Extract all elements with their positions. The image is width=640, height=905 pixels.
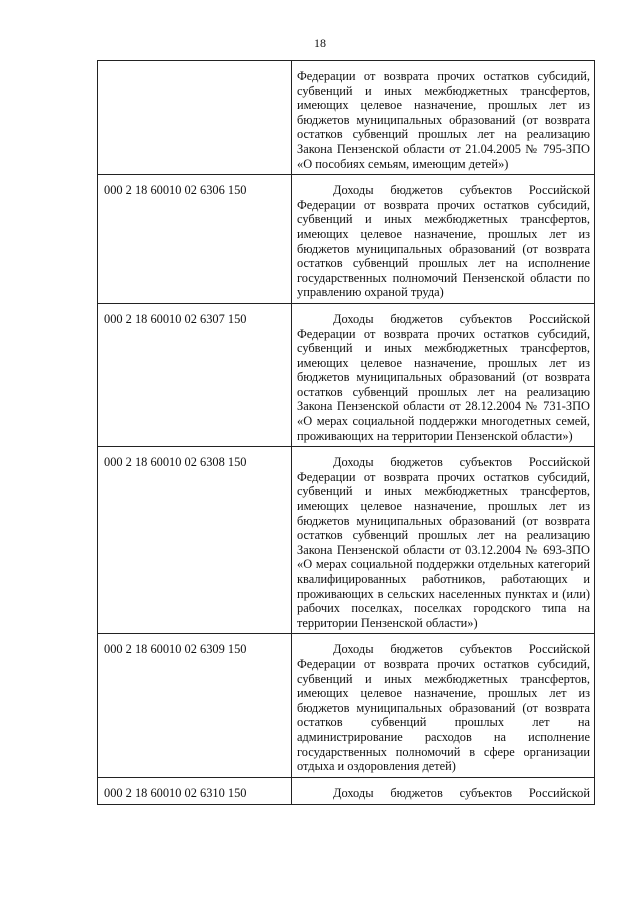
income-description-cell: [292, 61, 595, 175]
income-description: [297, 786, 590, 801]
description-line: Закона Пензенской области от 21.04.2005 № 795-ЗПО: [297, 141, 590, 156]
description-line: отдыха и оздоровления детей): [297, 759, 456, 774]
income-description: [297, 455, 590, 630]
description-line: бюджетов муниципальных образований (от возврата: [297, 700, 590, 715]
income-description-cell: [292, 447, 595, 634]
income-code-cell: [98, 61, 292, 175]
description-line: бюджетов муниципальных образований (от возврата: [297, 370, 590, 385]
description-line: остатков субвенций прошлых лет на реализацию: [297, 384, 590, 399]
description-line: имеющих целевое назначение, прошлых лет из: [297, 98, 590, 113]
description-line: территории Пензенской области»): [297, 615, 478, 630]
description-line: администрирование расходов на исполнение: [297, 729, 590, 744]
description-line: остатков субвенций прошлых лет на реализацию: [297, 127, 590, 142]
income-code-cell: 000 2 18 60010 02 6307 150: [98, 303, 292, 446]
description-line: государственных полномочий Пензенской области по: [297, 270, 590, 285]
table-body: [98, 61, 595, 805]
table-row: [98, 634, 595, 777]
description-line: имеющих целевое назначение, прошлых лет из: [297, 355, 590, 370]
page-number: 18: [314, 36, 326, 50]
income-code-cell: 000 2 18 60010 02 6308 150: [98, 447, 292, 634]
description-line: остатков субвенций прошлых лет на: [297, 715, 590, 730]
income-description: [297, 183, 590, 300]
income-description-cell: [292, 175, 595, 304]
income-description: [297, 312, 590, 443]
description-line: субвенций и иных межбюджетных трансфертов,: [297, 83, 590, 98]
description-line: имеющих целевое назначение, прошлых лет из: [297, 226, 590, 241]
table-row: [98, 61, 595, 175]
description-line: субвенций и иных межбюджетных трансфертов,: [297, 212, 590, 227]
description-line: бюджетов муниципальных образований (от возврата: [297, 513, 590, 528]
description-line: субвенций и иных межбюджетных трансфертов,: [297, 341, 590, 356]
description-line: бюджетов муниципальных образований (от возврата: [297, 241, 590, 256]
description-line: рабочих поселках, поселках городского типа на: [297, 601, 590, 616]
income-code-cell: 000 2 18 60010 02 6306 150: [98, 175, 292, 304]
income-description: [297, 69, 590, 171]
description-line: государственных полномочий в сфере организации: [297, 744, 590, 759]
income-description-cell: [292, 303, 595, 446]
description-line: «О пособиях семьям, имеющим детей»): [297, 156, 509, 171]
description-line: Доходы бюджетов субъектов Российской: [333, 642, 590, 657]
income-description-cell: [292, 634, 595, 777]
description-line: «О мерах социальной поддержки отдельных категорий: [297, 557, 590, 572]
description-line: Федерации от возврата прочих остатков субсидий,: [297, 326, 590, 341]
description-line: Доходы бюджетов субъектов Российской: [333, 311, 590, 326]
description-line: Доходы бюджетов субъектов Российской: [333, 183, 590, 198]
description-line: Доходы бюджетов субъектов Российской: [333, 785, 590, 800]
table-row: [98, 303, 595, 446]
description-line: Доходы бюджетов субъектов Российской: [333, 455, 590, 470]
description-line: остатков субвенций прошлых лет на реализацию: [297, 528, 590, 543]
budget-classification-table: [97, 60, 595, 805]
description-line: Федерации от возврата прочих остатков субсидий,: [297, 197, 590, 212]
table-row: [98, 447, 595, 634]
table-row: [98, 175, 595, 304]
table-row: [98, 777, 595, 805]
description-line: Федерации от возврата прочих остатков субсидий,: [297, 656, 590, 671]
description-line: управлению охраной труда): [297, 285, 444, 300]
description-line: Закона Пензенской области от 28.12.2004 № 731-ЗПО: [297, 399, 590, 414]
income-code-cell: 000 2 18 60010 02 6310 150: [98, 777, 292, 805]
description-line: имеющих целевое назначение, прошлых лет из: [297, 686, 590, 701]
income-description-cell: [292, 777, 595, 805]
description-line: Закона Пензенской области от 03.12.2004 № 693-ЗПО: [297, 542, 590, 557]
income-code-cell: 000 2 18 60010 02 6309 150: [98, 634, 292, 777]
description-line: Федерации от возврата прочих остатков субсидий,: [297, 69, 590, 83]
description-line: остатков субвенций прошлых лет на исполнение: [297, 256, 590, 271]
description-line: имеющих целевое назначение, прошлых лет из: [297, 499, 590, 514]
description-line: субвенций и иных межбюджетных трансфертов,: [297, 484, 590, 499]
description-line: квалифицированных работников, работающих и: [297, 572, 590, 586]
description-line: проживающих на территории Пензенской области»): [297, 428, 573, 443]
income-description: [297, 642, 590, 773]
description-line: «О мерах социальной поддержки многодетных семей,: [297, 414, 590, 429]
description-line: субвенций и иных межбюджетных трансфертов,: [297, 671, 590, 686]
description-line: Федерации от возврата прочих остатков субсидий,: [297, 469, 590, 484]
description-line: проживающих в сельских населенных пунктах и (или): [297, 586, 590, 601]
description-line: бюджетов муниципальных образований (от возврата: [297, 112, 590, 127]
